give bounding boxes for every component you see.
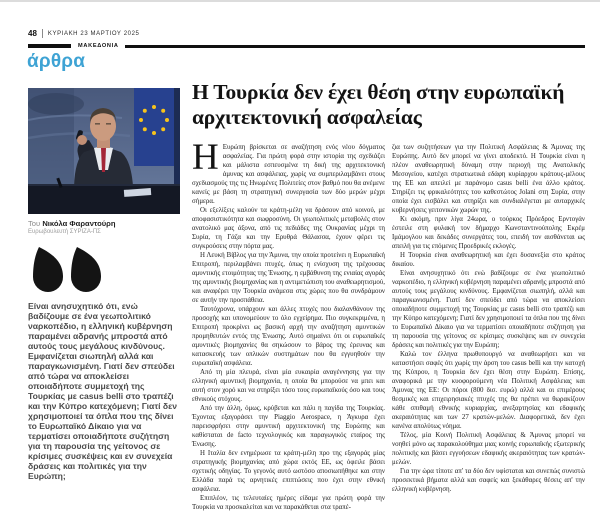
paragraph [192, 137, 385, 206]
paragraph: Από την άλλη, όμως, κρύβεται και πάλι η παγίδα της Τουρκίας. Έχοντας εξαγοράσει την Piaggio Aerospace, η Άγκυρα έχει παρεισφρήσει στην αμυντική αρχιτεκτονική της Ευρώπης και καθίσταται de facto τεχνολογικός και παραγωγικός εταίρος της Ένωσης. [192, 405, 385, 448]
paragraph-text: Ευρώπη βρίσκεται σε αναζήτηση ενός νέου δόγματος ασφαλείας. Για πρώτη φορά στην ιστορία της σχεδιάζει και μάλιστα εσπευσμένα τη δική της αρχιτεκτονική άμυνας και ασφάλειας, χωρίς να συμπεριλαμβάνει στους σχεδιασμούς της τις Ηνωμένες Πολιτείες στον βαθμό που θα ανέμενε κανείς με βάση τη στρατηγική συνεργασία των δύο μερών μέχρι σήμερα. [192, 144, 385, 205]
page-top-edge [0, 0, 600, 2]
kicker-divider [42, 29, 43, 38]
headline-line-2: αρχιτεκτονική ασφαλείας [192, 104, 422, 129]
page-number: 48 [28, 29, 37, 38]
drop-cap: Η [192, 137, 219, 178]
paragraph: ζια των συζητήσεων για την Πολιτική Ασφάλειας & Άμυνας της Ευρώπης. Αυτό δεν μπορεί να γίνει αποδεκτό. Η Τουρκία είναι η πλέον αναθεωρητική δύναμη στην περιοχή της Ανατολικής Μεσογείου, κατέχει στρατιωτικά εδάφη κυρίαρχου κράτους-μέλους της ΕΕ και απειλεί με παράνομο casus belli ένα άλλο κράτος. Στηρίζει τις φρικαλεότητες του καθεστώτος Jolani στη Συρία, στην οποία έχει εισβάλει και στηρίζει και συνδιαλέγεται με αυταρχικές κυβερνήσεις γειτονικών χωρών της. [392, 144, 585, 214]
masthead-rule [125, 45, 585, 48]
paragraph: Από τη μία πλευρά, είναι μία ευκαιρία αναγέννησης για την ελληνική αμυντική βιομηχανία, η οποία θα μπορούσε να μπει και αυτή στον χορό και να στηρίξει τόσο τους ευρωπαϊκούς όσο και τους εθνικούς στόχους. [192, 369, 385, 403]
date-label: ΚΥΡΙΑΚΗ 23 ΜΑΡΤΙΟΥ 2025 [47, 30, 140, 37]
article-headline [192, 80, 596, 129]
body-column-1 [192, 137, 385, 512]
author-role: Ευρωβουλευτή ΣΥΡΙΖΑ-ΠΣ [28, 229, 101, 235]
paragraph: Η Λευκή Βίβλος για την Άμυνα, την οποία προτείνει η Ευρωπαϊκή Επιτροπή, περιλαμβάνει πτυχές, όπως η ενίσχυση της τρέχουσας αμυντικής ετοιμότητας της Ένωσης, η εμβάθυνση της ενιαίας αγοράς της αμυντικής βιομηχανίας και η αντιμετώπιση του αναθεωρητισμού, και αναφέρει την Τουρκία ανάμεσα στις χώρες που θα συνδράμουν σε αυτήν την προσπάθεια. [192, 252, 385, 304]
author-name: Νικόλα Φαραντούρη [42, 219, 116, 228]
paragraph: Είναι ανησυχητικό ότι ενώ βαδίζουμε σε ένα γεωπολιτικό ναρκοπέδιο, η ελληνική κυβέρνηση παραμένει αδρανής μπροστά από αυτούς τους μεγάλους κινδύνους. Εμφανίζεται σιωπηλή, αλλά και παραγκωνισμένη. Γιατί δεν σπεύδει από τώρα να αποκλείσει οποιαδήποτε συμμετοχή της Τουρκίας με casus belli στο τραπέζι και την Κύπρο κατεχόμενη; Γιατί δεν χρησιμοποιεί τα όπλα που της δίνει το Ευρωπαϊκό Δίκαιο για να τερματίσει οποιαδήποτε συζήτηση για τη παρουσία της γείτονος σε κρίσιμες συσκέψεις και εν συνεχεία δράσεις και πολιτικές για την Ευρώπη; [392, 270, 585, 349]
author-photo [28, 88, 180, 214]
paragraph: Ταυτόχρονα, υπάρχουν και άλλες πτυχές που διαλανθάνουν της προσοχής και υπονομεύουν το όλο εγχείρημα. Πιο συγκεκριμένα, η Επιτροπή προκρίνει ως βασική αρχή την αναζήτηση αμυντικών προμηθευτών εντός της Ένωσης. Αυτό σημαίνει ότι οι ευρωπαϊκές αμυντικές βιομηχανίες θα σηκώσουν το βάρος της έρευνας και κατασκευής των οπλικών συστημάτων που θα εγγυηθούν την ευρωπαϊκή ασφάλεια. [192, 306, 385, 367]
paragraph: Καλώ τον έλληνα πρωθυπουργό να αναθεωρήσει και να καταστήσει σαφές ότι χωρίς την άρση του casus belli και την κατοχή της Κύπρου, η Τουρκία δεν έχει θέση στην Ευρώπη. Επίσης, αναφορικά με την κυοφορούμενη νέα Πολιτική Ασφάλειας και Άμυνας της ΕΕ: Οι πόροι (800 δισ. ευρώ) αλλά και οι επιμέρους θεσμικές και επιχειρησιακές πτυχές της θα πρέπει να θωρακίζουν κάθε σπιθαμή εθνικής κυριαρχίας, ανεξαρτησίας και εδαφικής ακεραιότητας και των 27 κρατών-μελών. Διαφορετικά, δεν έχει κανένα απολύτως νόημα. [392, 351, 585, 430]
paragraph: Οι εξελίξεις καλούν τα κράτη-μέλη να δράσουν από κοινού, με αποφασιστικότητα και σωφροσύνη. Οι γεωπολιτικές μεταβολές στον ανατολικό μας άξονα, από τις πεδιάδες της Ουκρανίας μέχρι τη Συρία, τη Γάζα και την Ερυθρά Θάλασσα, έχουν φέρει τις συγκρούσεις στην πόρτα μας. [192, 207, 385, 250]
paragraph: Η Ιταλία δεν ενημέρωσε τα κράτη-μέλη προ της εξαγοράς μίας στρατηγικής βιομηχανίας από χώρα εκτός ΕΕ, ως όφειλε βάσει σχετικής οδηγίας. Το γεγονός αυτό ωστόσο αποσιωπήθηκε και στην Ελλάδα παρά τις αρνητικές επιπτώσεις που έχει στην εθνική ασφάλεια. [192, 450, 385, 493]
byline [28, 219, 180, 235]
section-title: άρθρα [27, 51, 86, 72]
pull-quote: Είναι ανησυχητικό ότι, ενώ βαδίζουμε σε ένα γεωπολιτικό ναρκοπέδιο, η ελληνική κυβέρνηση παραμένει αδρανής μπροστά από αυτούς τους μεγάλους κινδύνους. Εμφανίζεται σιωπηλή αλλά και παραγκωνισμένη. Γιατί δεν σπεύδει από τώρα να αποκλείσει οποιαδήποτε συμμετοχή της Τουρκίας με casus belli στο τραπέζι και την Κύπρο κατεχόμενη; Γιατί δεν χρησιμοποιεί τα όπλα που της δίνει το Ευρωπαϊκό Δίκαιο για να τερματίσει οποιαδήποτε συζήτηση για τη παρουσία της γείτονος σε κρίσιμες συσκέψεις και εν συνεχεία δράσεις και πολιτικές για την Ευρώπη; [28, 301, 178, 481]
paragraph: Η Τουρκία είναι αναθεωρητική και έχει δυσανεξία στο κράτος δικαίου. [392, 252, 585, 268]
headline-line-1: Η Τουρκία δεν έχει θέση στην ευρωπαϊκή [192, 80, 565, 104]
quote-icon [29, 247, 109, 293]
paragraph: Κι ακόμη, πριν λίγα 24ωρα, ο τούρκος Πρόεδρος Ερντογάν έστειλε στη φυλακή τον δήμαρχο Κωνσταντινούπολης Εκρέμ Ιμάμογλου και δεκάδες συνεργάτες του, επειδή τον αισθάνεται ως απειλή για τις επόμενες Προεδρικές εκλογές. [392, 216, 585, 250]
paragraph: Τέλος, μία Κοινή Πολιτική Ασφάλειας & Άμυνας μπορεί να νοηθεί μόνο ως παρακολούθημα μιας κοινής ευρωπαϊκής εξωτερικής πολιτικής και βάσει εγγυήσεων εδαφικής ακεραιότητας των κρατών-μελών. [392, 432, 585, 466]
masthead-label: ΜΑΚΕΔΟΝΙΑ [78, 43, 119, 49]
paragraph: Για την ώρα τίποτε απ' τα δύο δεν υφίσταται και συνεπώς συνιστώ προσεκτικά βήματα αλλά και σαφείς και ξεκάθαρες θέσεις απ' την ελληνική κυβέρνηση. [392, 468, 585, 493]
masthead-row [28, 43, 585, 49]
paragraph: Επιπλέον, τις τελευταίες ημέρες είδαμε για πρώτη φορά την Τουρκία να προσκαλείται και να παρακάθεται στα τραπέ- [192, 495, 385, 511]
masthead-bar [28, 44, 71, 48]
kicker-row [28, 29, 139, 38]
byline-author-line [28, 219, 180, 228]
body-column-2 [392, 143, 585, 494]
byline-prefix: Του [28, 219, 41, 228]
